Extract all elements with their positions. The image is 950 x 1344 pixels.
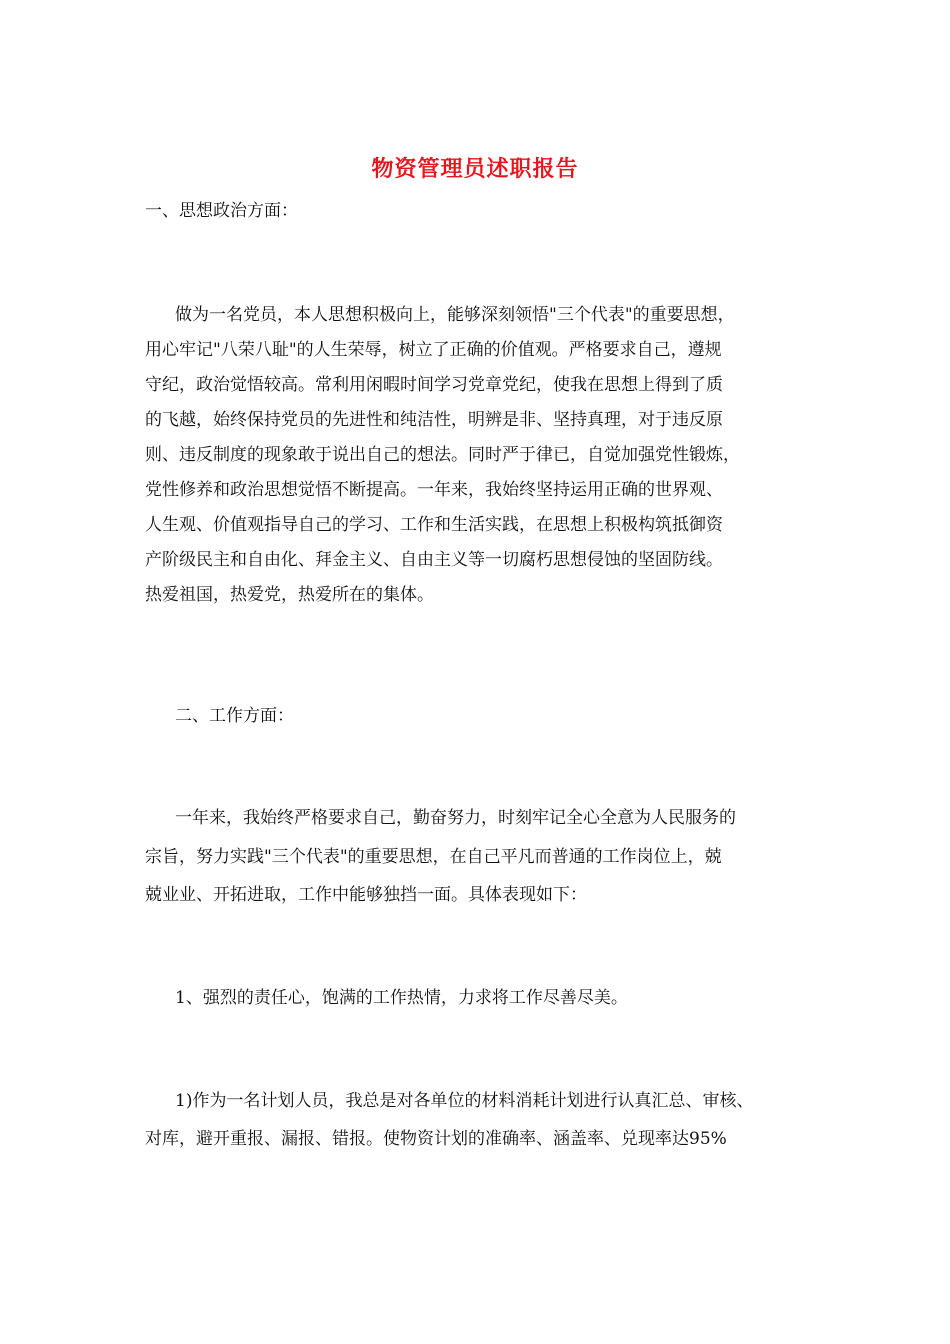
paragraph-line: 守纪，政治觉悟较高。常利用闲暇时间学习党章党纪，使我在思想上得到了质 bbox=[145, 375, 723, 395]
paragraph-line: 党性修养和政治思想觉悟不断提高。一年来，我始终坚持运用正确的世界观、 bbox=[145, 480, 723, 500]
list-item-responsibility: 1、强烈的责任心，饱满的工作热情，力求将工作尽善尽美。 bbox=[175, 988, 628, 1008]
section-heading-work: 二、工作方面： bbox=[175, 706, 294, 726]
section-heading-ideology: 一、思想政治方面： bbox=[145, 201, 298, 221]
document-title: 物资管理员述职报告 bbox=[371, 156, 579, 182]
paragraph-line: 做为一名党员，本人思想积极向上，能够深刻领悟"三个代表"的重要思想， bbox=[175, 305, 735, 325]
paragraph-line: 的飞越，始终保持党员的先进性和纯洁性，明辨是非、坚持真理，对于违反原 bbox=[145, 410, 723, 430]
paragraph-line: 则、违反制度的现象敢于说出自己的想法。同时严于律已，自觉加强党性锻炼， bbox=[145, 445, 740, 465]
paragraph-line: 人生观、价值观指导自己的学习、工作和生活实践，在思想上积极构筑抵御资 bbox=[145, 515, 723, 535]
paragraph-line: 宗旨，努力实践"三个代表"的重要思想，在自己平凡而普通的工作岗位上，兢 bbox=[145, 847, 722, 867]
paragraph-line: 一年来，我始终严格要求自己，勤奋努力，时刻牢记全心全意为人民服务的 bbox=[175, 808, 736, 828]
paragraph-line: 对库，避开重报、漏报、错报。使物资计划的准确率、涵盖率、兑现率达95% bbox=[145, 1129, 727, 1149]
paragraph-line: 兢业业、开拓进取，工作中能够独挡一面。具体表现如下： bbox=[145, 885, 587, 905]
paragraph-line: 用心牢记"八荣八耻"的人生荣辱，树立了正确的价值观。严格要求自己，遵规 bbox=[145, 340, 722, 360]
paragraph-line: 1)作为一名计划人员，我总是对各单位的材料消耗计划进行认真汇总、审核、 bbox=[175, 1091, 754, 1111]
paragraph-line: 产阶级民主和自由化、拜金主义、自由主义等一切腐朽思想侵蚀的坚固防线。 bbox=[145, 550, 723, 570]
paragraph-line: 热爱祖国，热爱党，热爱所在的集体。 bbox=[145, 585, 434, 605]
